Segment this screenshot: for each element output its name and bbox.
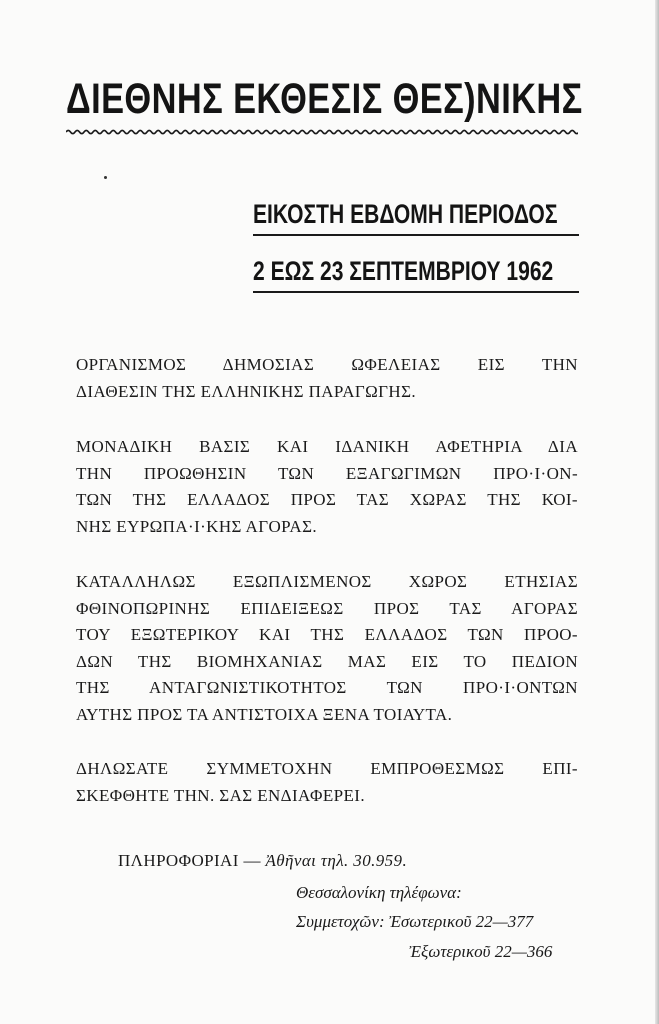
period-heading: ΕΙΚΟΣΤΗ ΕΒΔΟΜΗ ΠΕΡΙΟΔΟΣ bbox=[253, 199, 558, 229]
info-foreign-phone: Ἐξωτερικοῦ 22—366 bbox=[409, 942, 553, 961]
paragraph-line: ΤΩΝ ΤΗΣ ΕΛΛΑΔΟΣ ΠΡΟΣ ΤΑΣ ΧΩΡΑΣ ΤΗΣ ΚΟΙ- bbox=[76, 490, 578, 509]
paragraph-line: ΚΑΤΑΛΛΗΛΩΣ ΕΞΩΠΛΙΣΜΕΝΟΣ ΧΩΡΟΣ ΕΤΗΣΙΑΣ bbox=[76, 572, 578, 591]
paragraph-organization bbox=[76, 352, 578, 405]
print-speck bbox=[104, 176, 107, 179]
paragraph-line: ΔΙΑΘΕΣΙΝ ΤΗΣ ΕΛΛΗΝΙΚΗΣ ΠΑΡΑΓΩΓΗΣ. bbox=[76, 381, 417, 401]
info-dash: — bbox=[243, 851, 261, 870]
paragraph-line: ΤΗΣ ΑΝΤΑΓΩΝΙΣΤΙΚΟΤΗΤΟΣ ΤΩΝ ΠΡΟ·Ι·ΟΝΤΩΝ bbox=[76, 678, 578, 697]
paragraph-line: ΤΟΥ ΕΞΩΤΕΡΙΚΟΥ ΚΑΙ ΤΗΣ ΕΛΛΑΔΟΣ ΤΩΝ ΠΡΟΟ- bbox=[76, 625, 578, 644]
info-label: ΠΛΗΡΟΦΟΡΙΑΙ bbox=[118, 851, 239, 870]
paragraph-exhibition-space bbox=[76, 569, 578, 728]
paragraph-line: ΜΟΝΑΔΙΚΗ ΒΑΣΙΣ ΚΑΙ ΙΔΑΝΙΚΗ ΑΦΕΤΗΡΙΑ ΔΙΑ bbox=[76, 437, 578, 456]
info-thessaloniki-line: Θεσσαλονίκη τηλέφωνα: bbox=[296, 883, 462, 902]
page-edge-shadow bbox=[655, 0, 659, 1024]
paragraph-line: ΔΩΝ ΤΗΣ ΒΙΟΜΗΧΑΝΙΑΣ ΜΑΣ ΕΙΣ ΤΟ ΠΕΔΙΟΝ bbox=[76, 651, 578, 671]
dates-heading: 2 ΕΩΣ 23 ΣΕΠΤΕΜΒΡΙΟΥ 1962 bbox=[253, 256, 554, 286]
paragraph-export-base bbox=[76, 434, 578, 540]
dates-underline bbox=[253, 291, 579, 293]
paragraph-line: ΑΥΤΗΣ ΠΡΟΣ ΤΑ ΑΝΤΙΣΤΟΙΧΑ ΞΕΝΑ ΤΟΙΑΥΤΑ. bbox=[76, 704, 453, 724]
info-athens-line bbox=[118, 850, 407, 872]
info-participants-line bbox=[296, 911, 533, 933]
info-domestic-phone: Ἐσωτερικοῦ 22—377 bbox=[388, 912, 534, 931]
paragraph-line: ΔΗΛΩΣΑΤΕ ΣΥΜΜΕΤΟΧΗΝ ΕΜΠΡΟΘΕΣΜΩΣ ΕΠΙ- bbox=[76, 759, 578, 778]
paragraph-line: ΦΘΙΝΟΠΩΡΙΝΗΣ ΕΠΙΔΕΙΞΕΩΣ ΠΡΟΣ ΤΑΣ ΑΓΟΡΑΣ bbox=[76, 598, 578, 618]
paragraph-line: ΣΚΕΦΘΗΤΕ ΤΗΝ. ΣΑΣ ΕΝΔΙΑΦΕΡΕΙ. bbox=[76, 785, 365, 805]
paragraph-line: ΟΡΓΑΝΙΣΜΟΣ ΔΗΜΟΣΙΑΣ ΩΦΕΛΕΙΑΣ ΕΙΣ ΤΗΝ bbox=[76, 355, 578, 374]
info-athens-phone: Ἀθῆναι τηλ. 30.959. bbox=[265, 851, 408, 870]
wavy-title-underline bbox=[66, 126, 578, 138]
paragraph-participation bbox=[76, 756, 578, 809]
document-title: ΔΙΕΘΝΗΣ ΕΚΘΕΣΙΣ ΘΕΣ)ΝΙΚΗΣ bbox=[66, 75, 583, 123]
info-participants-label: Συμμετοχῶν: bbox=[296, 912, 385, 931]
paragraph-line: ΤΗΝ ΠΡΟΩΘΗΣΙΝ ΤΩΝ ΕΞΑΓΩΓΙΜΩΝ ΠΡΟ·Ι·ΟΝ- bbox=[76, 463, 578, 483]
paragraph-line: ΝΗΣ ΕΥΡΩΠΑ·Ι·ΚΗΣ ΑΓΟΡΑΣ. bbox=[76, 516, 318, 536]
period-underline bbox=[253, 234, 579, 236]
